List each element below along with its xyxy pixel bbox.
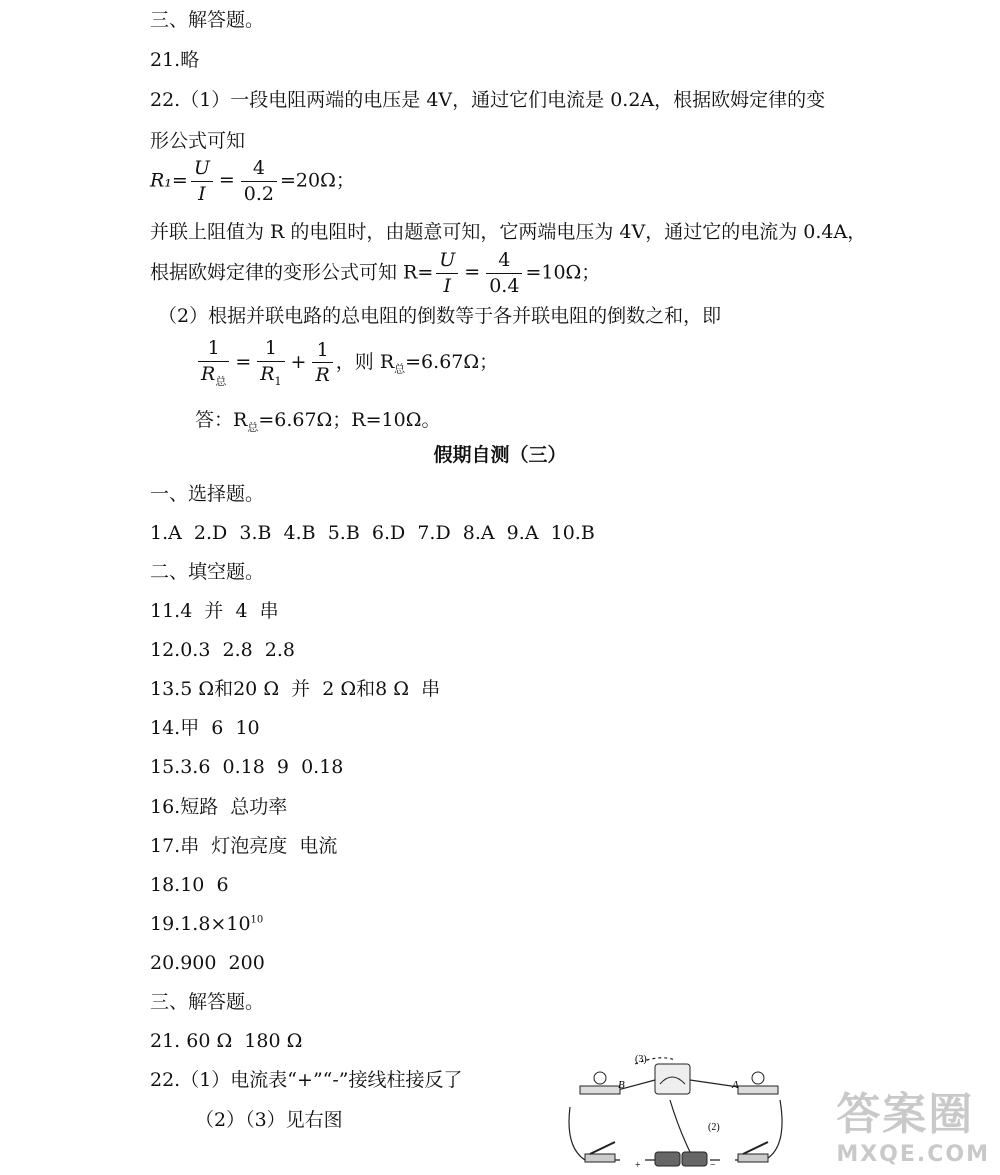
fraction-1-over-r-total: $\frac{1}{R_总}$ (198, 338, 229, 388)
section-heading-fill: 二、填空题。 (150, 561, 265, 583)
page-title: 假期自测（三） (433, 444, 567, 466)
switch-left-icon (585, 1142, 615, 1162)
circuit-label-3: (3) (635, 1054, 647, 1065)
answer-21: 21.略 (150, 49, 200, 71)
fraction-u-over-i: $\frac{U}{I}$ (191, 158, 213, 205)
fill-answer-11: 11.4 并 4 串 (150, 600, 279, 622)
fill-answer-14: 14.甲 6 10 (150, 717, 260, 739)
fill-answer-12: 12.0.3 2.8 2.8 (150, 639, 296, 661)
answer-22-line-3: 并联上阻值为 R 的电阻时，由题意可知，它两端电压为 4V，通过它的电流为 0.4A， (150, 221, 867, 243)
circuit-wire-ammeter-down (670, 1100, 690, 1152)
fraction-u-over-i-2: $\frac{U}{I}$ (436, 250, 458, 297)
answer-22b-line-1: 22.（1）电流表“+”“-”接线柱接反了 (150, 1069, 463, 1091)
circuit-label-minus: − (710, 1160, 716, 1170)
circuit-label-plus: + (635, 1160, 641, 1170)
answer-22-line-5: （2）根据并联电路的总电阻的倒数等于各并联电阻的倒数之和，即 (158, 305, 722, 327)
fill-answer-19: $19.1.8\times 10^{10}$ (150, 913, 264, 935)
fill-answer-17: 17.串 灯泡亮度 电流 (150, 835, 338, 857)
fraction-1-over-r1: $\frac{1}{R_1}$ (257, 338, 284, 388)
answer-conclusion: 答：$R_总=6.67\Omega$；R=10Ω。 (195, 409, 441, 434)
formula-r1: R₁= $\frac{U}{I}$ = $\frac{4}{0.2}$ =20Ω； (150, 157, 355, 205)
fraction-4-over-0.4: $\frac{4}{0.4}$ (486, 250, 522, 297)
choice-answers: 1.A 2.D 3.B 4.B 5.B 6.D 7.D 8.A 9.A 10.B (150, 522, 595, 544)
watermark-url: MXQE.COM (836, 1142, 990, 1167)
fill-answer-18: 18.10 6 (150, 874, 229, 896)
circuit-wire-right (735, 1100, 782, 1160)
battery-icon (655, 1152, 707, 1166)
formula-r: 根据欧姆定律的变形公式可知 R= $\frac{U}{I}$ = $\frac{4}{0.4}$ =10Ω； (150, 249, 601, 297)
fill-answer-15: 15.3.6 0.18 9 0.18 (150, 756, 344, 778)
fill-answer-20: 20.900 200 (150, 952, 265, 974)
bulb-a-icon (738, 1072, 778, 1094)
answer-22-line-1: 22.（1）一段电阻两端的电压是 4V，通过它们电流是 0.2A，根据欧姆定律的变 (150, 89, 826, 111)
section-heading-solve-1: 三、解答题。 (150, 9, 265, 31)
switch-right-icon (738, 1142, 768, 1162)
watermark-logo-text: 答案圈 (836, 1089, 975, 1140)
answer-22-line-2: 形公式可知 (150, 130, 246, 152)
fraction-4-over-0.2: $\frac{4}{0.2}$ (241, 158, 277, 205)
bulb-b-icon (580, 1072, 620, 1094)
circuit-label-2: (2) (708, 1122, 720, 1133)
answer-22b-line-2: （2）（3）见右图 (195, 1109, 343, 1131)
formula-r1-lhs: R₁= (150, 169, 188, 192)
fraction-1-over-r: $\frac{1}{R}$ (312, 340, 332, 387)
fill-answer-16: 16.短路 总功率 (150, 796, 288, 818)
circuit-label-b: B (618, 1079, 625, 1091)
section-heading-choice: 一、选择题。 (150, 483, 265, 505)
circuit-diagram (560, 1052, 790, 1170)
ammeter-icon (655, 1064, 690, 1094)
fill-answer-13: 13.5 Ω和20 Ω 并 2 Ω和8 Ω 串 (150, 678, 441, 700)
answer-21b: 21. 60 Ω 180 Ω (150, 1030, 303, 1052)
watermark (836, 1078, 990, 1167)
section-heading-solve-2: 三、解答题。 (150, 991, 265, 1013)
formula-parallel: $\frac{1}{R_总}$ = $\frac{1}{R_1}$ + $\frac{1}{R}$ ，则 $R_总=6.67\Omega$； (195, 338, 498, 388)
circuit-label-a: A (732, 1079, 739, 1091)
